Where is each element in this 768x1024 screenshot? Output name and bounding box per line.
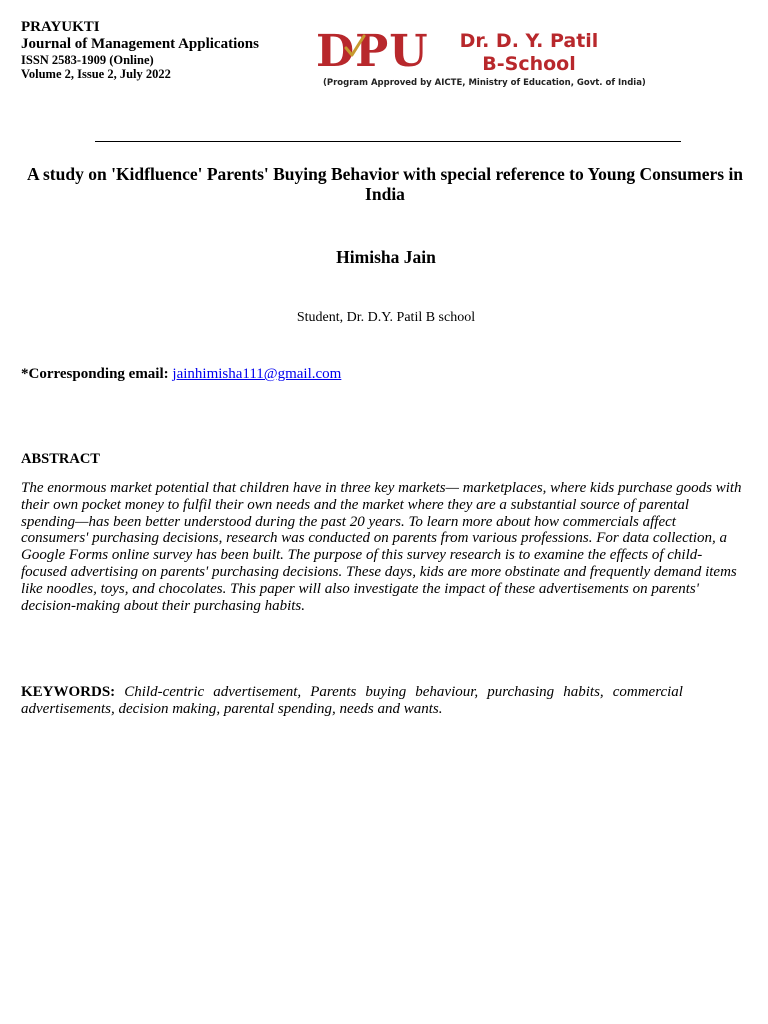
journal-volume: Volume 2, Issue 2, July 2022: [21, 67, 171, 81]
abstract-text: The enormous market potential that children have in three key markets— marketplaces, where kids purchase goods with their own pocket money to fulfil their own needs and the market where they are a substantial source of parental spending—has been better understood during the past 20 years. To learn more about how commercials affect consumers' purchasing decisions, research was conducted on parents from various professions. For data collection, a Google Forms online survey has been built. The purpose of this survey research is to examine the effects of child-focused advertising on parents' purchasing decisions. These days, kids are more obstinate and frequently demand items like noodles, toys, and chocolates. This paper will also investigate the impact of these advertisements on parents' decision-making about their purchasing habits.: [21, 480, 742, 614]
journal-name: PRAYUKTI: [21, 19, 100, 35]
logo-caption: (Program Approved by AICTE, Ministry of Education, Govt. of India): [323, 78, 646, 88]
journal-issn: ISSN 2583-1909 (Online): [21, 53, 154, 67]
abstract-heading: ABSTRACT: [21, 451, 100, 467]
school-logo: [312, 26, 646, 92]
journal-full-name: Journal of Management Applications: [21, 36, 259, 52]
logo-name-line1: Dr. D. Y. Patil: [459, 30, 599, 52]
corresponding-email-line: [21, 366, 341, 383]
keywords-label: KEYWORDS:: [21, 684, 125, 700]
journal-header: [21, 19, 259, 81]
keywords-section: [21, 684, 683, 718]
header-divider: [95, 141, 681, 142]
logo-name-line2: B-School: [482, 53, 576, 75]
logo-letters: DPU: [316, 26, 429, 77]
logo-school-name: [444, 30, 614, 76]
logo-tick-icon: [344, 34, 366, 58]
email-link[interactable]: jainhimisha111@gmail.com: [172, 366, 342, 382]
email-label: *Corresponding email:: [21, 366, 169, 382]
paper-title: A study on 'Kidfluence' Parents' Buying Behavior with special reference to Young Consumers in India: [26, 164, 744, 204]
paper-author: Himisha Jain: [336, 247, 436, 267]
keywords-text: Child-centric advertisement, Parents buying behaviour, purchasing habits, commercial advertisements, decision making, parental spending, needs and wants.: [21, 684, 683, 717]
author-affiliation: Student, Dr. D.Y. Patil B school: [296, 310, 476, 325]
